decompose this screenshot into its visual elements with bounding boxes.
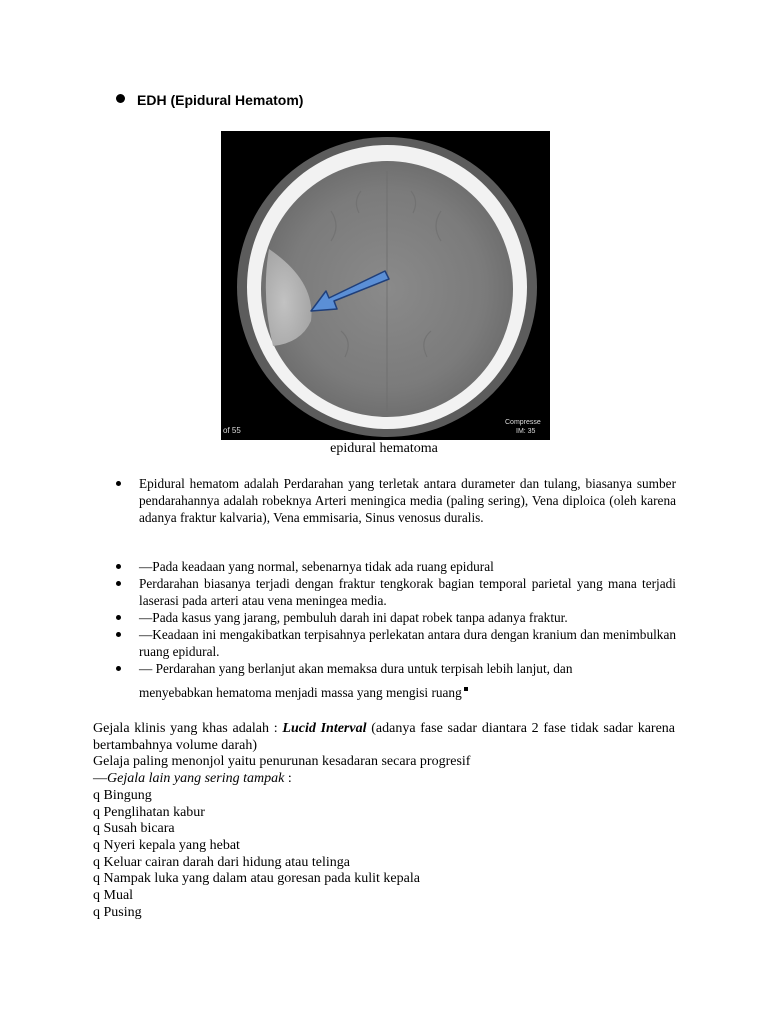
overlay-left-text: of 55 (223, 426, 241, 435)
ct-scan-image (221, 131, 550, 440)
clinical-paragraph (93, 721, 675, 754)
other-symptoms-label: Gejala lain yang sering tampak (107, 771, 285, 787)
colon-mark: : (284, 771, 292, 787)
symptom-item: q Pusing (93, 904, 142, 920)
list-item (116, 626, 676, 660)
list-item (116, 609, 676, 626)
list-item-text: —Keadaan ini mengakibatkan terpisahnya perlekatan antara dura dengan kranium dan menimbulkan ruang epidural. (139, 627, 676, 659)
list-item (116, 660, 676, 701)
bullet-dot-icon (116, 632, 121, 637)
overlay-right-text-2: IM: 35 (516, 428, 536, 435)
lucid-interval-term: Lucid Interval (282, 721, 367, 736)
clinical-section (93, 721, 675, 921)
symptom-item: q Penglihatan kabur (93, 804, 205, 820)
list-item-text: —Pada keadaan yang normal, sebenarnya tidak ada ruang epidural (139, 559, 494, 574)
bullet-dot-icon (116, 666, 121, 671)
bullet-dot-icon (116, 564, 121, 569)
dash-mark: — (93, 771, 107, 787)
bullet-list-definition (116, 475, 676, 526)
end-square-icon (464, 687, 468, 691)
prominent-symptom: Gelaja paling menonjol yaitu penurunan kesadaran secara progresif (93, 754, 471, 770)
symptom-item: q Nyeri kepala yang hebat (93, 837, 240, 853)
list-item (116, 575, 676, 609)
symptom-item: q Keluar cairan darah dari hidung atau telinga (93, 854, 350, 870)
bullet-dot-icon (116, 581, 121, 586)
section-heading (116, 92, 303, 108)
list-item (116, 475, 676, 526)
image-caption: epidural hematoma (330, 441, 438, 456)
bullet-dot-icon (116, 481, 121, 486)
list-item-text-continued: menyebabkan hematoma menjadi massa yang mengisi ruang (139, 685, 462, 700)
list-item-text: Epidural hematom adalah Perdarahan yang terletak antara durameter dan tulang, biasanya sumber pendarahannya adalah robeknya Arteri meningica media (paling sering), Vena diploica (oleh karena adanya fraktur kalvaria), Vena emmisaria, Sinus venosus duralis. (139, 476, 676, 525)
clinical-prefix: Gejala klinis yang khas adalah : (93, 721, 283, 736)
heading-text: EDH (Epidural Hematom) (137, 92, 304, 108)
symptom-item: q Susah bicara (93, 821, 175, 837)
list-item (116, 558, 676, 575)
bullet-dot-icon (116, 615, 121, 620)
overlay-right-text-1: Compresse (505, 419, 541, 426)
clinical-suffix: (adanya fase sadar diantara 2 fase tidak sadar karena bertambahnya volume darah) (93, 721, 675, 753)
heading-bullet (116, 94, 125, 103)
symptom-item: q Nampak luka yang dalam atau goresan pada kulit kepala (93, 871, 420, 887)
list-item-text: — Perdarahan yang berlanjut akan memaksa dura untuk terpisah lebih lanjut, dan (139, 661, 573, 676)
list-item-text: —Pada kasus yang jarang, pembuluh darah ini dapat robek tanpa adanya fraktur. (139, 610, 568, 625)
bullet-list-details (116, 558, 676, 701)
symptom-item: q Bingung (93, 787, 152, 803)
symptom-item: q Mual (93, 888, 134, 904)
list-item-text: Perdarahan biasanya terjadi dengan fraktur tengkorak bagian temporal parietal yang mana terjadi laserasi pada arteri atau vena meningea media. (139, 576, 676, 608)
other-symptoms-heading (93, 771, 675, 788)
